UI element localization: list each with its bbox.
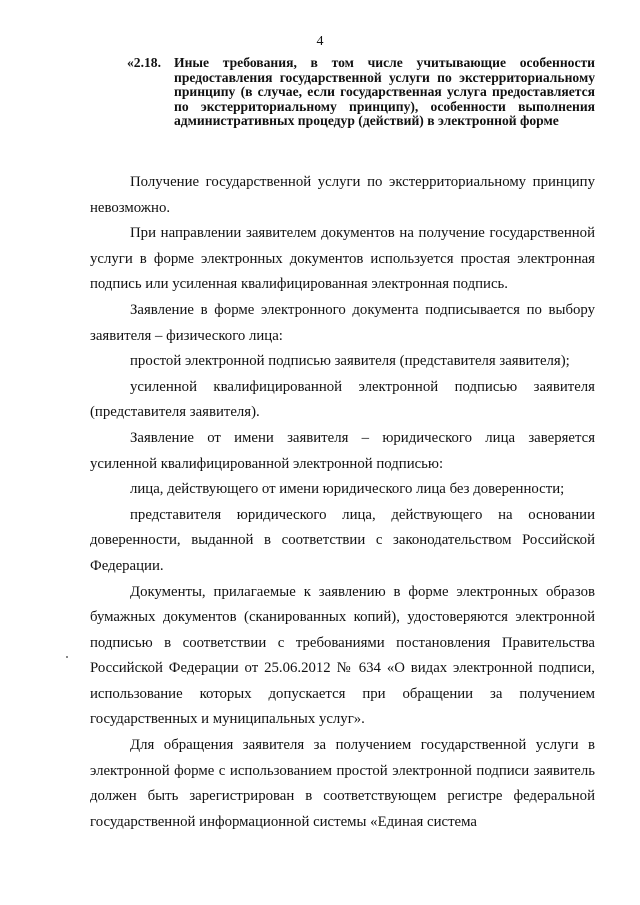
section-title: Иные требования, в том числе учитывающие особенности предоставления государственной услуги по экстерриториальному принципу (в случае, если государственная услуга предоставляется по экстерриториальному принципу), особенности выполнения административных процедур (действий) в электронной форме xyxy=(174,55,595,129)
list-item-simple-signature: простой электронной подписью заявителя (представителя заявителя); xyxy=(130,353,570,370)
scan-mark xyxy=(66,656,68,658)
section-heading xyxy=(127,56,595,129)
paragraph-registration-requirement: Для обращения заявителя за получением государственной услуги в электронной форме с использованием простой электронной подписи заявитель должен быть зарегистрирован в соответствующем регистре федеральной государственной информационной системы «Единая система xyxy=(90,737,595,830)
page-number: 4 xyxy=(316,34,324,49)
paragraph-legal-entity-signature: Заявление от имени заявителя – юридического лица заверяется усиленной квалифицированной электронной подписью: xyxy=(90,429,595,472)
list-item-representative: представителя юридического лица, действующего на основании доверенности, выданной в соответствии с законодательством Российской Федерации. xyxy=(90,506,595,574)
list-item-qualified-signature: усиленной квалифицированной электронной подписью заявителя (представителя заявителя). xyxy=(90,378,595,421)
paragraph-extraterritorial: Получение государственной услуги по экстерриториальному принципу невозможно. xyxy=(90,174,595,216)
paragraph-individual-signature: Заявление в форме электронного документа подписывается по выбору заявителя – физического лица: xyxy=(90,301,595,344)
body-text xyxy=(90,170,595,835)
section-number: «2.18. xyxy=(127,55,161,70)
list-item-without-power-of-attorney: лица, действующего от имени юридического лица без доверенности; xyxy=(130,481,565,498)
paragraph-attached-documents: Документы, прилагаемые к заявлению в форме электронных образов бумажных документов (сканированных копий), удостоверяются электронной подписью в соответствии с требованиями постановления Правительства Российской Федерации от 25.06.2012 № 634 «О видах электронной подписи, использование которых допускается при обращении за получением государственных и муниципальных услуг». xyxy=(90,583,595,728)
paragraph-electronic-documents: При направлении заявителем документов на получение государственной услуги в форме электронных документов используется простая электронная подпись или усиленная квалифицированная электронная подпись. xyxy=(90,225,595,293)
